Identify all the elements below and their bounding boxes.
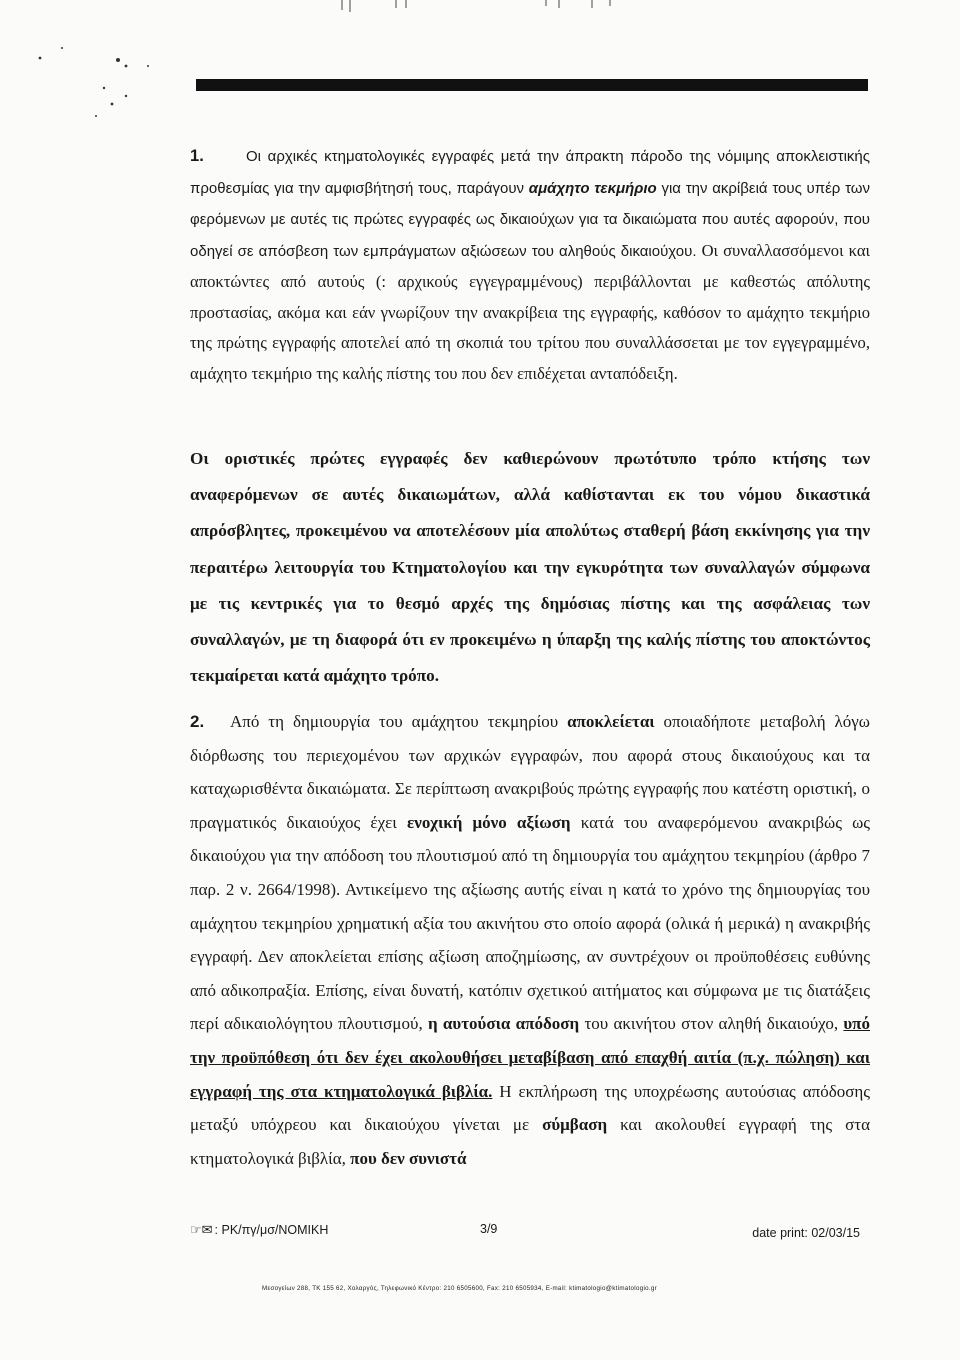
paragraph-1 bbox=[190, 141, 870, 389]
paragraph-2-body bbox=[190, 712, 870, 1168]
text-run: κατά του αναφερόμενου ανακριβώς ως δικαιούχου για την απόδοση του πλουτισμού από τη δημιουργία του αμάχητου τεκμηρίου (άρθρο 7 παρ. 2 ν. 2664/1998). Αντικείμενο της αξίωσης αυτής είναι η κατά το χρόνο της δημιουργίας του αμάχητου τεκμηρίου χρηματική αξία του ακινήτου στο οποίο αφορά (ολικά ή μερικά) η ανακριβής εγγραφή. Δεν αποκλείεται επίσης αξίωση αποζημίωσης, αν συντρέχουν οι προϋποθέσεις ευθύνης από αδικοπραξία. Επίσης, είναι δυνατή, κατόπιν σχετικού αιτήματος και σύμφωνα με τις διατάξεις περί αδικαιολόγητου πλουτισμού, bbox=[190, 812, 870, 1034]
page-footer bbox=[190, 1222, 870, 1244]
paragraph-bold-summary: Οι οριστικές πρώτες εγγραφές δεν καθιερώνουν πρωτότυπο τρόπο κτήσης των αναφερόμενων σε αυτές δικαιωμάτων, αλλά καθίστανται εκ του νόμου δικαστικά απρόσβλητες, προκειμένου να αποτελέσουν μία απολύτως σταθερή βάση εκκίνησης για την περαιτέρω λειτουργία του Κτηματολογίου και την εγκυρότητα των συναλλαγών σύμφωνα με τις κεντρικές για το θεσμό αρχές της δημόσιας πίστης και της ασφάλειας των συναλλαγών, με τη διαφορά ότι εν προκειμένω η ύπαρξη της καλής πίστης του αποκτώντος τεκμαίρεται κατά αμάχητο τρόπο. bbox=[190, 449, 870, 686]
text-run: που δεν συνιστά bbox=[350, 1148, 467, 1168]
text-run: ενοχική μόνο αξίωση bbox=[406, 812, 571, 832]
paragraph-2-number: 2. bbox=[190, 712, 205, 731]
text-run: και ακολουθεί εγγραφή της στα κτηματολογικά βιβλία, bbox=[190, 1115, 870, 1168]
text-run: Η εκπλήρωση της υποχρέωσης αυτούσιας απόδοσης μεταξύ υπόχρεου και δικαιούχου γίνεται με bbox=[190, 1081, 870, 1135]
text-run: Οι αρχικές κτηματολογικές εγγραφές μετά την άπρακτη πάροδο της νόμιμης αποκλειστικής προθεσμίας για την αμφισβήτησή τους, παράγουν bbox=[190, 148, 870, 197]
text-run: του ακινήτου στον αληθή δικαιούχο, bbox=[579, 1014, 844, 1034]
paragraph-2 bbox=[190, 705, 870, 1175]
text-run: Οι συναλλασσόμενοι και αποκτώντες από αυτούς (: αρχικούς εγγεγραμμένους) περιβάλλονται με καθεστώς απόλυτης προστασίας, ακόμα και εάν γνωρίζουν την ανακρίβεια της εγγραφής, καθόσον το αμάχητο τεκμήριο της πρώτης εγγραφής αποτελεί από τη σκοπιά του τρίτου που συναλλάσσεται με τον εγγεγραμμένο, αμάχητο τεκμήριο της καλής πίστης του που δεν επιδέχεται ανταπόδειξη. bbox=[190, 240, 870, 383]
text-run: υπό την προϋπόθεση ότι δεν έχει ακολουθήσει μεταβίβαση από επαχθή αιτία (π.χ. πώληση) και εγγραφή της στα κτηματολογικά βιβλία. bbox=[190, 1014, 870, 1101]
text-run: σύμβαση bbox=[542, 1115, 608, 1135]
paragraph-1-body bbox=[190, 146, 870, 383]
pointing-hand-envelope-icon: ☞✉ bbox=[190, 1222, 213, 1237]
paragraph-1-number: 1. bbox=[190, 146, 204, 165]
document-reference bbox=[190, 1222, 328, 1238]
text-run: για την ακρίβειά τους υπέρ των φερόμενων με αυτές τις πρώτες εγγραφές ως δικαιούχων για τα δικαιώματα που αυτές αφορούν, που οδηγεί σε απόσβεση των εμπράγματων αξιώσεων του αληθούς δικαιούχου. bbox=[190, 179, 870, 260]
text-run: αμάχητο τεκμήριο bbox=[528, 179, 657, 197]
text-run: οποιαδήποτε μεταβολή λόγω διόρθωσης του περιεχομένου των αρχικών εγγραφών, που αφορά στους δικαιούχους και τα καταχωρισθέντα δικαιώματα. Σε περίπτωση ανακριβούς πρώτης εγγραφής που κατέστη οριστική, ο πραγματικός δικαιούχος έχει bbox=[190, 712, 870, 832]
text-run: η αυτούσια απόδοση bbox=[427, 1014, 580, 1034]
print-date: date print: 02/03/15 bbox=[752, 1226, 860, 1240]
text-run: Από τη δημιουργία του αμάχητου τεκμηρίου bbox=[230, 712, 568, 731]
letterhead-address-line: Μεσογείων 288, ΤΚ 155 62, Χολαργός, Τηλεφωνικό Κέντρο: 210 6505600, Fax: 210 6505934, E-mail: ktimatologio@ktimatologio.gr bbox=[262, 1285, 657, 1292]
text-run: αποκλείεται bbox=[567, 712, 655, 731]
header-rule bbox=[196, 79, 868, 91]
reference-code: : PK/πγ/μσ/NOMIKH bbox=[214, 1223, 329, 1237]
page-number: 3/9 bbox=[480, 1222, 498, 1236]
